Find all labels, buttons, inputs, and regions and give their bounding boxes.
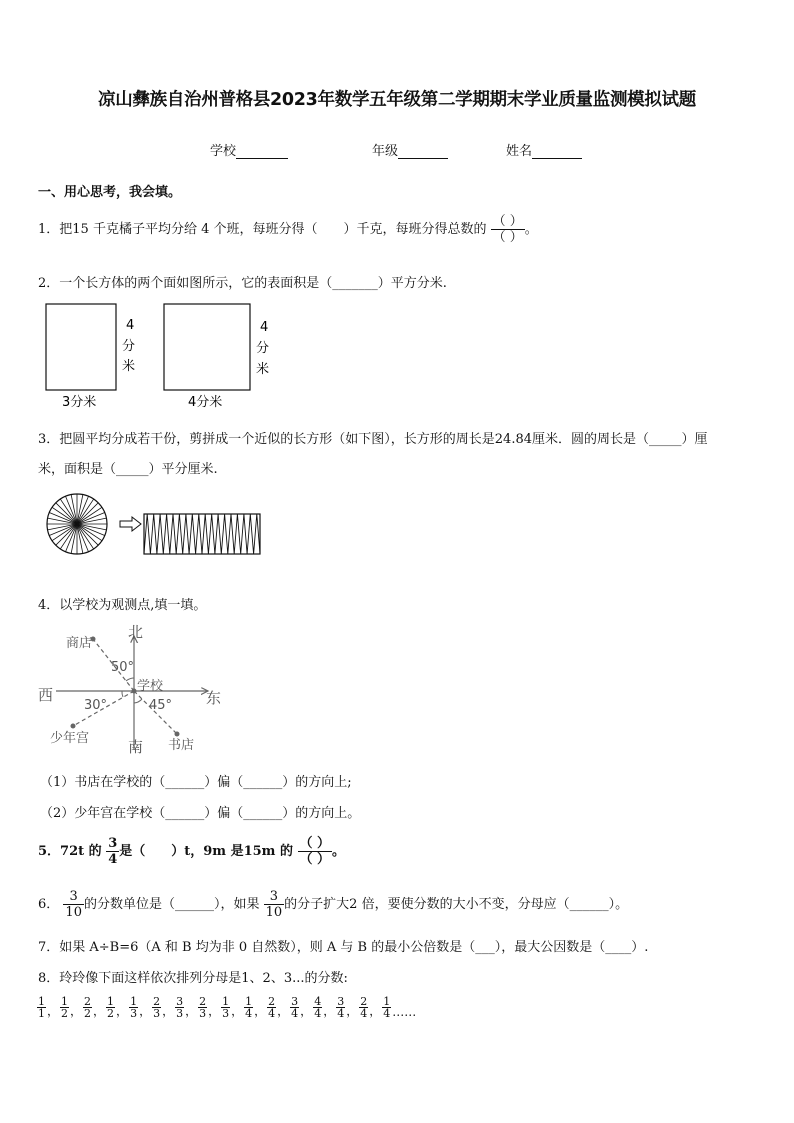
q8-fraction: $\frac{4}{4}$ [314,995,322,1020]
section-heading: 一、用心思考，我会填。 [38,185,182,200]
school-label: 学校 [210,144,237,159]
q8-fraction: $\frac{1}{1}$ [38,995,45,1020]
question-1: 1．把15 千克橘子平均分给 4 个班，每班分得（ ）千克，每班分得总数的 $\frac{( )}{( )}$ 。 [38,214,538,245]
q2-left-h-u1: 分 [122,339,136,354]
palace-dot [71,724,76,729]
q1-fraction: $\frac{( )}{( )}$ [492,214,523,245]
school-field[interactable] [210,140,288,159]
q3-circle [47,494,107,554]
q8-fraction: $\frac{1}{4}$ [383,995,391,1020]
q2-right-h-u1: 分 [256,341,270,356]
q8-fraction: $\frac{2}{4}$ [360,995,368,1020]
question-8: 8．玲玲像下面这样依次排列分母是1、2、3...的分数: [38,971,348,986]
north-label: 北 [128,623,144,641]
question-4-sub-1: （1）书店在学校的（______）偏（______）的方向上; [40,775,352,790]
angle-palace-label: 30° [84,698,108,713]
bookstore-label: 书店 [168,738,195,753]
q2-right-w: 4分米 [188,395,223,410]
south-label: 南 [128,738,144,756]
q8-fraction: $\frac{2}{3}$ [153,995,161,1020]
q5-fraction-2: $\frac{( )}{( )}$ [299,836,331,867]
school-dot [132,689,137,694]
zigzag-lines [144,514,260,554]
grade-label: 年级 [372,144,399,159]
angle-shop-label: 50° [111,660,135,675]
question-5: 5．72t 的 $\frac{3}{4}$ 是（ ）t，9m 是15m 的 $\frac{( )}{( )}$ 。 [38,836,346,867]
page-title: 凉山彝族自治州普格县2023年数学五年级第二学期期末学业质量监测模拟试题 [98,90,696,110]
q8-fraction: $\frac{2}{3}$ [199,995,207,1020]
q4-compass-figure [36,620,236,758]
q2-right-rect [164,304,250,390]
q2-right-h-u2: 米 [256,362,270,377]
question-3-line-1: 3．把圆平均分成若干份，剪拼成一个近似的长方形（如下图），长方形的周长是24.84厘米．圆的周长是（_____）厘 [38,432,708,447]
q8-fraction: $\frac{2}{2}$ [84,995,92,1020]
angle-book-label: 45° [149,698,173,713]
q8-fraction: $\frac{1}{3}$ [130,995,138,1020]
q8-fraction: $\frac{1}{2}$ [107,995,115,1020]
youth-palace-label: 少年宫 [50,731,90,746]
q8-fraction: $\frac{1}{3}$ [222,995,230,1020]
question-7: 7．如果 A÷B=6（A 和 B 均为非 0 自然数），则 A 与 B 的最小公倍数是（___），最大公因数是（____）. [38,940,649,955]
q8-fraction: $\frac{3}{3}$ [176,995,184,1020]
q3-arrow [120,517,141,531]
question-6: 6． $\frac{3}{10}$ 的分数单位是（______），如果 $\frac{3}{10}$ 的分子扩大2 倍，要使分数的大小不变，分母应（______）。 [38,889,629,920]
q2-figure [40,300,280,412]
q3-figure [40,490,290,560]
question-4: 4．以学校为观测点,填一填。 [38,598,207,613]
q2-left-w: 3分米 [62,395,97,410]
q8-fraction-sequence: $\frac{1}{1}$ ， $\frac{1}{2}$ ， $\frac{2}{2}$ ， $\frac{1}{2}$ ， $\frac{1}{3}$ ， $\frac{2}{3}$ ， $\frac{3}{3}$ ， $\frac{2}{3}$ ， $\frac{1}{3}$ ， $\frac{1}{4}$ ， $\frac{2}{4}$ ， $\frac{3}{4}$ ， $\frac{4}{4}$ ， $\frac{3}{4}$ ， $\frac{2}{4}$ ， $\frac{1}{4}$ …… [38,995,417,1020]
q8-fraction: $\frac{3}{4}$ [291,995,299,1020]
name-field[interactable] [506,140,582,159]
q8-fraction: $\frac{1}{4}$ [245,995,253,1020]
q2-left-h-num: 4 [126,318,135,333]
q5-fraction-1: $\frac{3}{4}$ [108,836,118,867]
shop-label: 商店 [66,636,93,651]
grade-field[interactable] [372,140,448,159]
school-label: 学校 [137,679,164,694]
west-label: 西 [38,686,54,704]
q8-fraction: $\frac{1}{2}$ [61,995,69,1020]
q3-rectangle [144,514,260,554]
q6-fraction-2: $\frac{3}{10}$ [265,889,283,920]
name-label: 姓名 [506,144,533,159]
q2-left-rect [46,304,116,390]
book-dot [175,732,180,737]
q2-right-h-num: 4 [260,320,269,335]
question-4-sub-2: （2）少年宫在学校（______）偏（______）的方向上。 [40,806,361,821]
q8-fraction: $\frac{3}{4}$ [337,995,345,1020]
question-3-line-2: 米，面积是（_____）平分厘米. [38,462,218,477]
q2-left-h-u2: 米 [122,359,136,374]
q1-text: 1．把15 千克橘子平均分给 4 个班，每班分得（ ）千克，每班分得总数的 [38,222,487,237]
question-2: 2．一个长方体的两个面如图所示，它的表面积是（_______）平方分米. [38,276,447,291]
q8-fraction: $\frac{2}{4}$ [268,995,276,1020]
east-label: 东 [206,689,222,707]
q6-fraction-1: $\frac{3}{10}$ [65,889,82,920]
